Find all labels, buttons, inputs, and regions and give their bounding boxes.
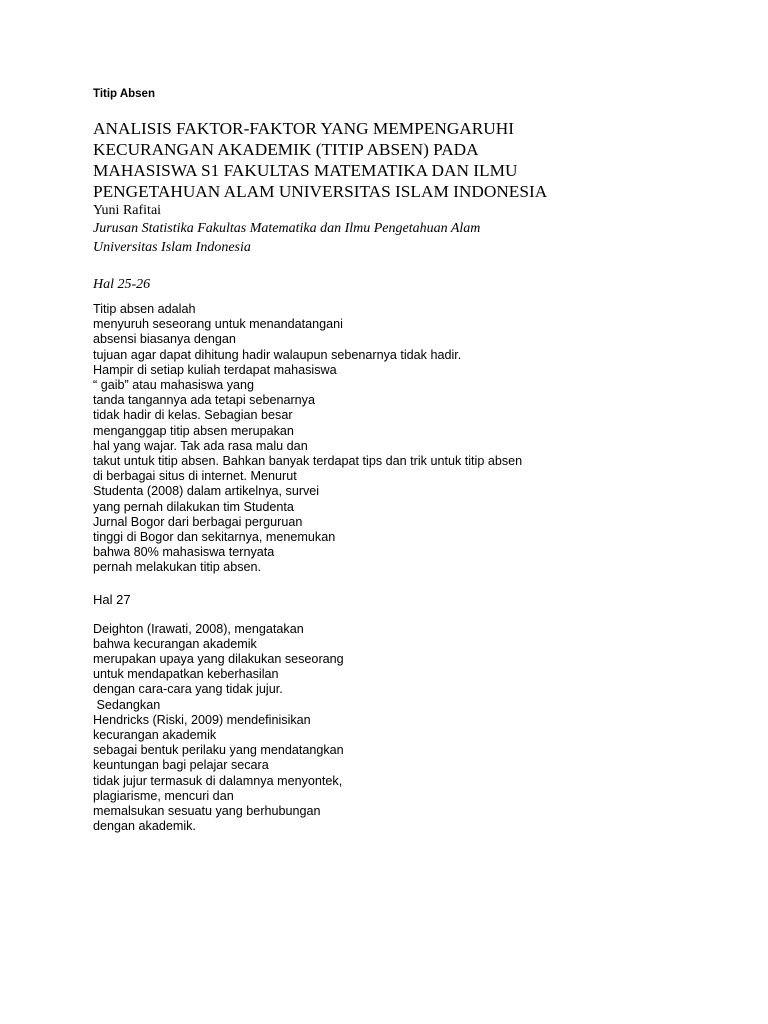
article-title	[93, 118, 713, 202]
author-affiliation	[93, 220, 713, 257]
text-line: tujuan agar dapat dihitung hadir walaupun sebenarnya tidak hadir.	[93, 347, 462, 362]
title-line: PENGETAHUAN ALAM UNIVERSITAS ISLAM INDONESIA	[93, 182, 548, 201]
title-line: MAHASISWA S1 FAKULTAS MATEMATIKA DAN ILMU	[93, 161, 518, 180]
text-line: Hampir di setiap kuliah terdapat mahasiswa	[93, 362, 337, 377]
text-line: hal yang wajar. Tak ada rasa malu dan	[93, 438, 308, 453]
text-line: keuntungan bagi pelajar secara	[93, 758, 269, 773]
quote-section-1	[93, 302, 713, 576]
document-page	[93, 88, 713, 835]
text-line: memalsukan sesuatu yang berhubungan	[93, 804, 321, 819]
affiliation-line: Jurusan Statistika Fakultas Matematika dan Ilmu Pengetahuan Alam	[93, 221, 481, 236]
text-line: tanda tangannya ada tetapi sebenarnya	[93, 393, 315, 408]
text-line: bahwa kecurangan akademik	[93, 636, 257, 651]
page-reference-2: Hal 27	[93, 591, 131, 607]
text-line: sebagai bentuk perilaku yang mendatangkan	[93, 743, 344, 758]
text-line: Studenta (2008) dalam artikelnya, survei	[93, 484, 320, 499]
author-name: Yuni Rafitai	[93, 203, 162, 218]
title-line: KECURANGAN AKADEMIK (TITIP ABSEN) PADA	[93, 140, 479, 159]
text-line: untuk mendapatkan keberhasilan	[93, 667, 279, 682]
text-line: yang pernah dilakukan tim Studenta	[93, 499, 294, 514]
document-heading: Titip Absen	[93, 88, 155, 100]
text-line: tidak hadir di kelas. Sebagian besar	[93, 408, 293, 423]
text-line: Jurnal Bogor dari berbagai perguruan	[93, 514, 303, 529]
text-line: Titip absen adalah	[93, 302, 196, 316]
text-line: menyuruh seseorang untuk menandatangani	[93, 317, 343, 332]
affiliation-line: Universitas Islam Indonesia	[93, 239, 251, 255]
text-line: pernah melakukan titip absen.	[93, 560, 262, 575]
text-line: menganggap titip absen merupakan	[93, 423, 294, 438]
text-line: Sedangkan	[93, 697, 161, 712]
text-line: tinggi di Bogor dan sekitarnya, menemukan	[93, 530, 336, 545]
quote-section-2	[93, 622, 713, 835]
text-line: plagiarisme, mencuri dan	[93, 788, 234, 803]
text-line: merupakan upaya yang dilakukan seseorang	[93, 652, 344, 667]
text-line: dengan akademik.	[93, 819, 196, 834]
text-line: kecurangan akademik	[93, 728, 217, 743]
text-line: dengan cara-cara yang tidak jujur.	[93, 682, 283, 697]
text-line: Deighton (Irawati, 2008), mengatakan	[93, 621, 304, 636]
text-line: di berbagai situs di internet. Menurut	[93, 469, 297, 484]
page-reference-1: Hal 25-26	[93, 277, 151, 292]
text-line: “ gaib” atau mahasiswa yang	[93, 378, 255, 393]
text-line: bahwa 80% mahasiswa ternyata	[93, 545, 275, 560]
text-line: takut untuk titip absen. Bahkan banyak terdapat tips dan trik untuk titip absen	[93, 454, 523, 469]
text-line: absensi biasanya dengan	[93, 332, 236, 347]
text-line: Hendricks (Riski, 2009) mendefinisikan	[93, 712, 311, 727]
text-line: tidak jujur termasuk di dalamnya menyontek,	[93, 773, 343, 788]
title-line: ANALISIS FAKTOR-FAKTOR YANG MEMPENGARUHI	[93, 119, 515, 138]
